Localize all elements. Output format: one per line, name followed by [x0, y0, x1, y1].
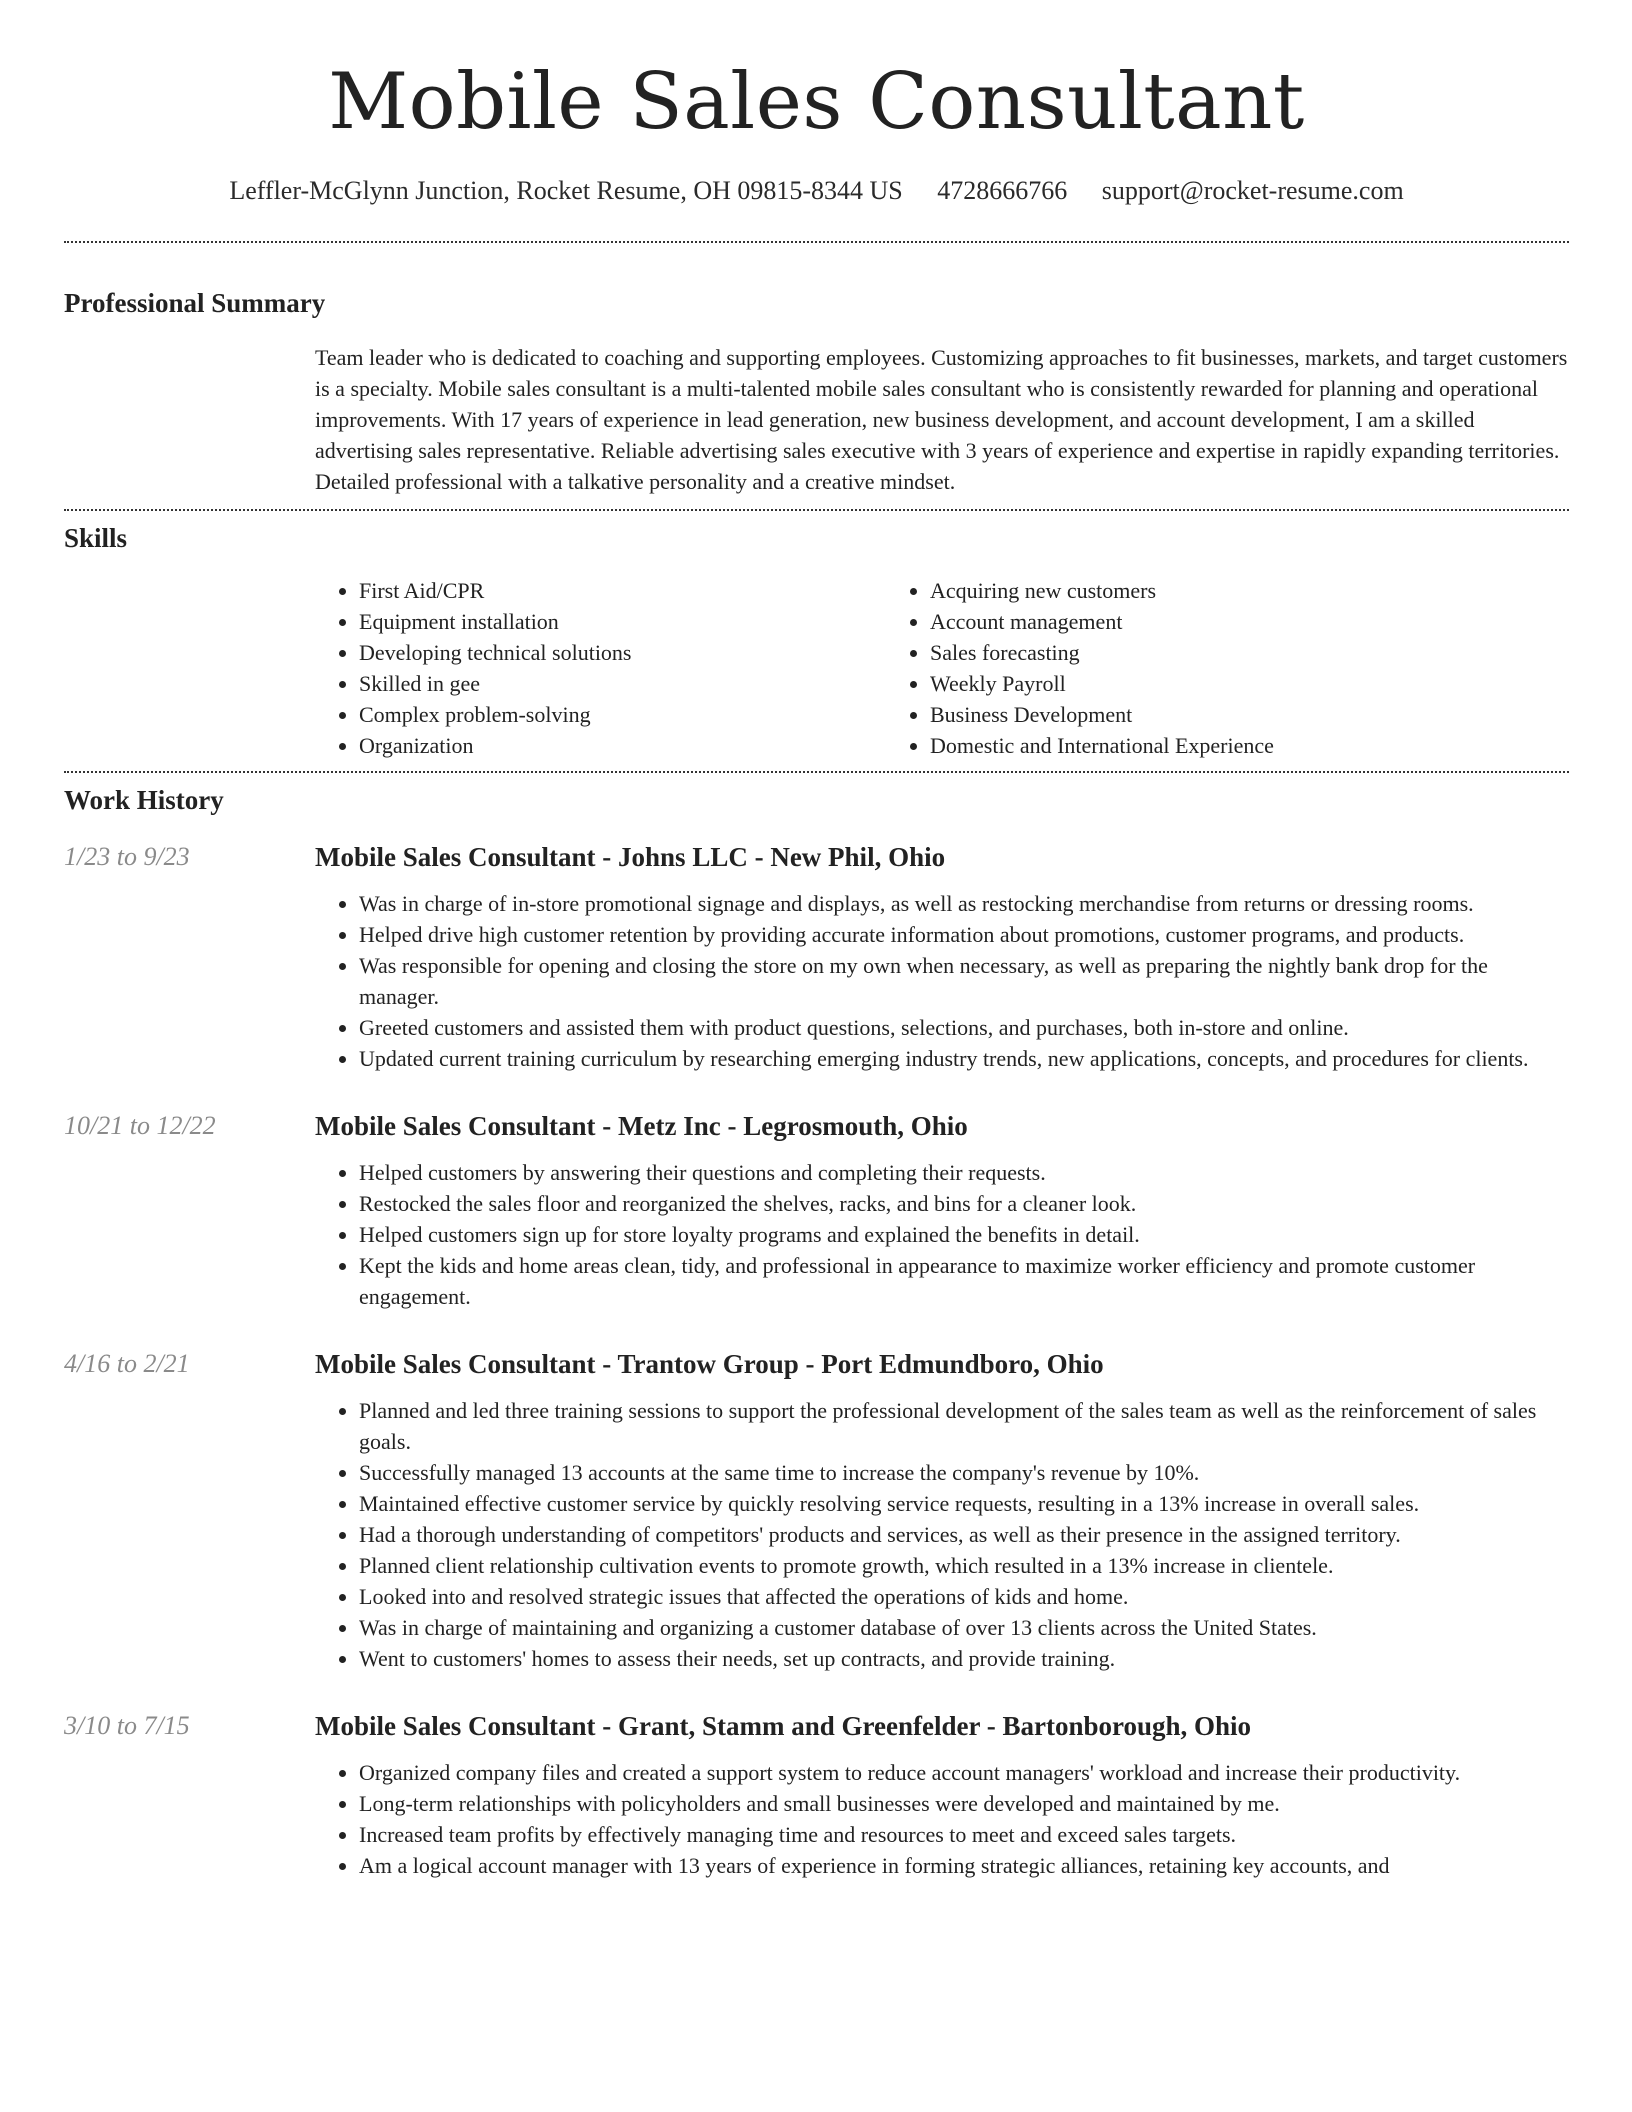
summary-section — [64, 243, 1569, 509]
skills-list-right — [886, 575, 1457, 761]
job-bullet: • Looked into and resolved strategic issues that affected the operations of kids and home. — [359, 1581, 1569, 1612]
summary-text: Team leader who is dedicated to coaching and supporting employees. Customizing approaches to fit businesses, markets, and target customers is a specialty. Mobile sales consultant is a multi-talented mobile sales consultant who is consistently rewarded for planning and operational improvements. With 17 years of experience in lead generation, new business development, and account development, I am a skilled advertising sales representative. Reliable advertising sales executive with 3 years of experience and expertise in rapidly expanding territories. Detailed professional with a talkative personality and a creative mindset. — [315, 345, 1568, 494]
job-dates: 3/10 to 7/15 — [64, 1711, 190, 1740]
job-bullet: • Was responsible for opening and closing the store on my own when necessary, as well as preparing the nightly bank drop for the manager. — [359, 950, 1569, 1012]
contact-line — [64, 176, 1569, 206]
job-entry — [64, 1348, 1569, 1674]
job-bullet: • Successfully managed 13 accounts at the same time to increase the company's revenue by 10%. — [359, 1457, 1569, 1488]
skills-heading: Skills — [64, 523, 128, 553]
job-entry — [64, 841, 1569, 1074]
skill-item: • Equipment installation — [359, 606, 886, 637]
skills-columns — [315, 575, 1569, 771]
job-bullet: • Planned and led three training sessions to support the professional development of the sales team as well as the reinforcement of sales goals. — [359, 1395, 1569, 1457]
job-entry — [64, 1710, 1569, 1881]
job-bullet: • Increased team profits by effectively managing time and resources to meet and exceed sales targets. — [359, 1819, 1569, 1850]
job-bullet: • Maintained effective customer service by quickly resolving service requests, resulting in a 13% increase in overall sales. — [359, 1488, 1569, 1519]
summary-heading: Professional Summary — [64, 288, 326, 318]
job-title: Mobile Sales Consultant - Metz Inc - Legrosmouth, Ohio — [315, 1111, 968, 1141]
job-title: Mobile Sales Consultant - Johns LLC - New Phil, Ohio — [315, 842, 946, 872]
contact-address: Leffler-McGlynn Junction, Rocket Resume, OH 09815-8344 US — [229, 176, 903, 205]
contact-email: support@rocket-resume.com — [1101, 176, 1404, 205]
skill-item: • First Aid/CPR — [359, 575, 886, 606]
job-bullet: • Long-term relationships with policyholders and small businesses were developed and maintained by me. — [359, 1788, 1569, 1819]
job-bullet: • Planned client relationship cultivation events to promote growth, which resulted in a 13% increase in clientele. — [359, 1550, 1569, 1581]
work-history-section — [64, 773, 1569, 1881]
job-bullet: • Helped drive high customer retention by providing accurate information about promotions, customer programs, and products. — [359, 919, 1569, 950]
job-bullet: • Organized company files and created a support system to reduce account managers' workload and increase their productivity. — [359, 1757, 1569, 1788]
skill-item: • Complex problem-solving — [359, 699, 886, 730]
job-bullet: • Greeted customers and assisted them with product questions, selections, and purchases, both in-store and online. — [359, 1012, 1569, 1043]
resume-name: Mobile Sales Consultant — [328, 57, 1305, 147]
job-dates: 4/16 to 2/21 — [64, 1349, 190, 1378]
job-bullets — [315, 888, 1569, 1074]
job-entry — [64, 1110, 1569, 1312]
skill-item: • Sales forecasting — [930, 637, 1457, 668]
job-bullet: • Had a thorough understanding of competitors' products and services, as well as their presence in the assigned territory. — [359, 1519, 1569, 1550]
job-details — [315, 1110, 1569, 1312]
job-dates: 1/23 to 9/23 — [64, 842, 190, 871]
skills-list-left — [315, 575, 886, 761]
job-title: Mobile Sales Consultant - Trantow Group - Port Edmundboro, Ohio — [315, 1349, 1104, 1379]
job-bullet: • Was in charge of maintaining and organizing a customer database of over 13 clients across the United States. — [359, 1612, 1569, 1643]
skill-item: • Domestic and International Experience — [930, 730, 1457, 761]
job-details — [315, 1348, 1569, 1674]
job-details — [315, 1710, 1569, 1881]
work-history-heading: Work History — [64, 785, 224, 815]
job-bullet: • Updated current training curriculum by researching emerging industry trends, new applications, concepts, and procedures for clients. — [359, 1043, 1569, 1074]
job-bullets — [315, 1395, 1569, 1674]
resume-page — [64, 0, 1569, 1881]
job-bullets — [315, 1757, 1569, 1881]
job-bullet: • Am a logical account manager with 13 years of experience in forming strategic alliances, retaining key accounts, and — [359, 1850, 1569, 1881]
job-dates: 10/21 to 12/22 — [64, 1111, 216, 1140]
skill-item: • Account management — [930, 606, 1457, 637]
skill-item: • Organization — [359, 730, 886, 761]
job-details — [315, 841, 1569, 1074]
skills-section — [64, 511, 1569, 771]
skill-item: • Business Development — [930, 699, 1457, 730]
job-bullet: • Went to customers' homes to assess their needs, set up contracts, and provide training. — [359, 1643, 1569, 1674]
skill-item: • Weekly Payroll — [930, 668, 1457, 699]
job-bullet: • Helped customers sign up for store loyalty programs and explained the benefits in detail. — [359, 1219, 1569, 1250]
job-bullet: • Restocked the sales floor and reorganized the shelves, racks, and bins for a cleaner look. — [359, 1188, 1569, 1219]
job-bullet: • Was in charge of in-store promotional signage and displays, as well as restocking merchandise from returns or dressing rooms. — [359, 888, 1569, 919]
skill-item: • Skilled in gee — [359, 668, 886, 699]
skill-item: • Developing technical solutions — [359, 637, 886, 668]
job-title: Mobile Sales Consultant - Grant, Stamm and Greenfelder - Bartonborough, Ohio — [315, 1711, 1252, 1741]
skill-item: • Acquiring new customers — [930, 575, 1457, 606]
job-bullet: • Kept the kids and home areas clean, tidy, and professional in appearance to maximize worker efficiency and promote customer engagement. — [359, 1250, 1569, 1312]
job-bullets — [315, 1157, 1569, 1312]
job-bullet: • Helped customers by answering their questions and completing their requests. — [359, 1157, 1569, 1188]
contact-phone: 4728666766 — [937, 176, 1068, 205]
